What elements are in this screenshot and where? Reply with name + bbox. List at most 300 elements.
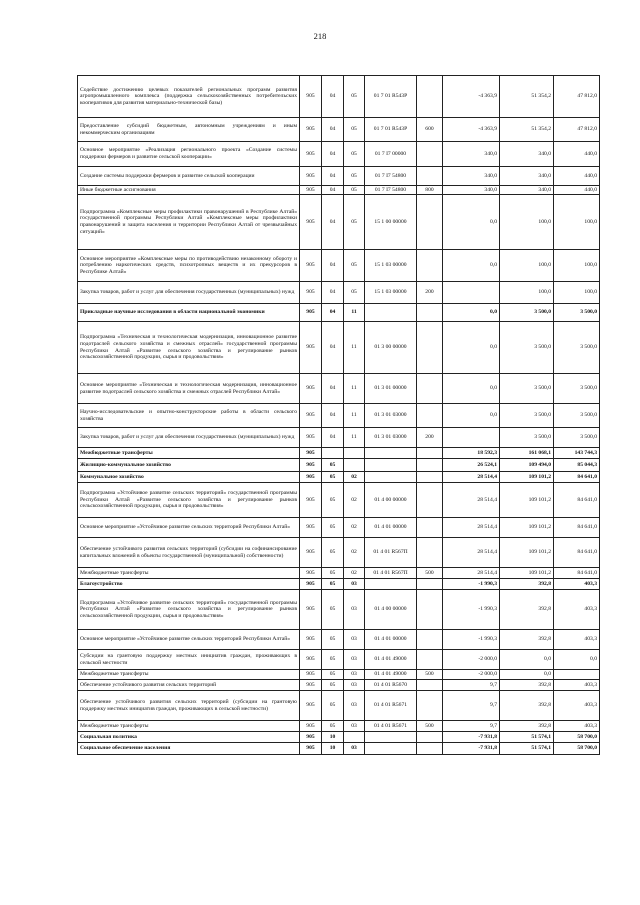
- subsection-code: 05: [344, 142, 365, 167]
- subsection-code: 05: [344, 167, 365, 186]
- amount-year-2: 84 641,0: [554, 538, 600, 568]
- row-name: Коммунальное хозяйство: [78, 472, 300, 483]
- row-name: Закупка товаров, работ и услуг для обеспечения государственных (муниципальных) нужд: [78, 428, 300, 448]
- amount-year-1: 51 354,2: [500, 118, 554, 142]
- section-code: 04: [322, 167, 344, 186]
- amount-year-2: 47 812,0: [554, 118, 600, 142]
- subsection-code: 11: [344, 304, 365, 322]
- ved-code: 905: [300, 186, 322, 195]
- amount-year-2: 84 641,0: [554, 518, 600, 538]
- table-row: [78, 743, 600, 755]
- table-row: [78, 590, 600, 630]
- amount-change: 340,0: [443, 167, 500, 186]
- subsection-code: 03: [344, 630, 365, 650]
- table-row: [78, 721, 600, 732]
- section-code: 04: [322, 404, 344, 428]
- expense-type-code: [417, 76, 443, 118]
- expense-type-code: [417, 374, 443, 404]
- section-code: 04: [322, 195, 344, 250]
- expense-type-code: [417, 459, 443, 472]
- amount-year-2: 143 744,3: [554, 448, 600, 459]
- amount-change: -1 990,3: [443, 630, 500, 650]
- amount-year-1: 109 101,2: [500, 518, 554, 538]
- ved-code: 905: [300, 680, 322, 691]
- amount-year-1: 100,0: [500, 250, 554, 282]
- amount-change: 28 514,4: [443, 538, 500, 568]
- section-code: 04: [322, 282, 344, 304]
- table-row: [78, 404, 600, 428]
- amount-change: -2 000,0: [443, 670, 500, 680]
- section-code: 04: [322, 142, 344, 167]
- amount-year-2: 3 500,0: [554, 322, 600, 374]
- section-code: 04: [322, 304, 344, 322]
- table-row: [78, 428, 600, 448]
- target-article-code: 15 1 03 00000: [365, 282, 417, 304]
- amount-change: -1 990,3: [443, 579, 500, 590]
- section-code: 05: [322, 721, 344, 732]
- amount-year-1: 51 574,1: [500, 732, 554, 743]
- row-name: Иные бюджетные ассигнования: [78, 186, 300, 195]
- section-code: 04: [322, 118, 344, 142]
- target-article-code: 01 3 00 00000: [365, 322, 417, 374]
- amount-change: -7 931,8: [443, 743, 500, 755]
- row-name: Подпрограмма «Техническая и технологическая модернизация, инновационное развитие подотраслей сельского хозяйства и смежных отраслей» государственной программы Республики Алтай «Развитие сельского хозяйства и регулирование рынков сельскохозяйственной продукции, сырья и продовольствия»: [78, 322, 300, 374]
- ved-code: 905: [300, 483, 322, 518]
- ved-code: 905: [300, 118, 322, 142]
- expense-type-code: [417, 250, 443, 282]
- amount-year-1: 3 500,0: [500, 404, 554, 428]
- subsection-code: 11: [344, 404, 365, 428]
- target-article-code: 01 3 01 03000: [365, 428, 417, 448]
- ved-code: 905: [300, 195, 322, 250]
- amount-year-1: 100,0: [500, 195, 554, 250]
- expense-type-code: 800: [417, 186, 443, 195]
- target-article-code: 01 7 I7 54800: [365, 167, 417, 186]
- amount-year-2: 47 812,0: [554, 76, 600, 118]
- target-article-code: 01 7 01 R543P: [365, 118, 417, 142]
- expense-type-code: [417, 304, 443, 322]
- amount-change: -4 363,9: [443, 118, 500, 142]
- amount-year-2: 403,3: [554, 630, 600, 650]
- row-name: Обеспечение устойчивого развития сельских территорий (субсидии на грантовую поддержку местных инициатив граждан, проживающих в сельской местности): [78, 691, 300, 721]
- amount-change: 28 514,4: [443, 518, 500, 538]
- table-row: [78, 76, 600, 118]
- amount-year-1: 109 494,0: [500, 459, 554, 472]
- table-body: [78, 76, 600, 755]
- expense-type-code: 500: [417, 670, 443, 680]
- amount-year-2: 3 500,0: [554, 428, 600, 448]
- amount-year-1: 392,8: [500, 691, 554, 721]
- expense-type-code: [417, 579, 443, 590]
- subsection-code: 03: [344, 650, 365, 670]
- row-name: Социальная политика: [78, 732, 300, 743]
- ved-code: 905: [300, 282, 322, 304]
- amount-year-2: 84 641,0: [554, 472, 600, 483]
- amount-change: 340,0: [443, 186, 500, 195]
- amount-change: [443, 428, 500, 448]
- subsection-code: 03: [344, 680, 365, 691]
- section-code: 05: [322, 670, 344, 680]
- target-article-code: 01 4 01 00000: [365, 630, 417, 650]
- target-article-code: 01 7 I7 00000: [365, 142, 417, 167]
- amount-year-1: 109 101,2: [500, 472, 554, 483]
- ved-code: 905: [300, 448, 322, 459]
- subsection-code: 03: [344, 743, 365, 755]
- amount-year-1: 340,0: [500, 167, 554, 186]
- subsection-code: 05: [344, 250, 365, 282]
- section-code: 05: [322, 538, 344, 568]
- amount-year-1: 392,8: [500, 721, 554, 732]
- table-row: [78, 322, 600, 374]
- section-code: 05: [322, 650, 344, 670]
- row-name: Межбюджетные трансферты: [78, 670, 300, 680]
- target-article-code: 01 3 01 03000: [365, 404, 417, 428]
- amount-year-2: 85 044,3: [554, 459, 600, 472]
- amount-change: 18 592,3: [443, 448, 500, 459]
- expense-type-code: [417, 483, 443, 518]
- expense-type-code: [417, 743, 443, 755]
- table-row: [78, 374, 600, 404]
- table-row: [78, 142, 600, 167]
- amount-year-2: 403,3: [554, 680, 600, 691]
- row-name: Основное мероприятие «Устойчивое развитие сельских территорий Республики Алтай»: [78, 518, 300, 538]
- ved-code: 905: [300, 428, 322, 448]
- table-row: [78, 650, 600, 670]
- ved-code: 905: [300, 732, 322, 743]
- subsection-code: 02: [344, 538, 365, 568]
- target-article-code: [365, 579, 417, 590]
- target-article-code: 01 3 01 00000: [365, 374, 417, 404]
- subsection-code: 02: [344, 472, 365, 483]
- expense-type-code: [417, 590, 443, 630]
- expense-type-code: 200: [417, 282, 443, 304]
- ved-code: 905: [300, 374, 322, 404]
- table-row: [78, 472, 600, 483]
- section-code: 05: [322, 590, 344, 630]
- table-row: [78, 538, 600, 568]
- target-article-code: 01 4 01 R567П: [365, 568, 417, 579]
- target-article-code: [365, 459, 417, 472]
- amount-year-1: 100,0: [500, 282, 554, 304]
- amount-change: [443, 282, 500, 304]
- amount-year-1: 392,8: [500, 579, 554, 590]
- subsection-code: 11: [344, 428, 365, 448]
- amount-year-2: [554, 670, 600, 680]
- amount-year-2: 3 500,0: [554, 404, 600, 428]
- section-code: 05: [322, 568, 344, 579]
- amount-year-1: 3 500,0: [500, 374, 554, 404]
- table-row: [78, 195, 600, 250]
- subsection-code: 11: [344, 322, 365, 374]
- row-name: Содействие достижению целевых показателей региональных программ развития агропромышленного комплекса (поддержка сельскохозяйственных потребительских кооперативов для развития материально-технической базы): [78, 76, 300, 118]
- amount-change: 0,0: [443, 304, 500, 322]
- section-code: 10: [322, 732, 344, 743]
- row-name: Предоставление субсидий бюджетным, автономным учреждениям и иным некоммерческим организациям: [78, 118, 300, 142]
- target-article-code: 01 4 00 00000: [365, 590, 417, 630]
- row-name: Межбюджетные трансферты: [78, 568, 300, 579]
- ved-code: 905: [300, 650, 322, 670]
- target-article-code: 01 7 I7 54800: [365, 186, 417, 195]
- ved-code: 905: [300, 76, 322, 118]
- ved-code: 905: [300, 579, 322, 590]
- target-article-code: [365, 448, 417, 459]
- row-name: Жилищно-коммунальное хозяйство: [78, 459, 300, 472]
- table-row: [78, 186, 600, 195]
- table-row: [78, 691, 600, 721]
- target-article-code: [365, 304, 417, 322]
- table-row: [78, 459, 600, 472]
- section-code: 05: [322, 483, 344, 518]
- amount-change: 26 524,1: [443, 459, 500, 472]
- row-name: Закупка товаров, работ и услуг для обеспечения государственных (муниципальных) нужд: [78, 282, 300, 304]
- target-article-code: 15 1 00 00000: [365, 195, 417, 250]
- target-article-code: 15 1 03 00000: [365, 250, 417, 282]
- ved-code: 905: [300, 250, 322, 282]
- ved-code: 905: [300, 167, 322, 186]
- section-code: 04: [322, 186, 344, 195]
- expense-type-code: [417, 630, 443, 650]
- amount-change: 0,0: [443, 195, 500, 250]
- row-name: Создание системы поддержки фермеров и развитие сельской кооперации: [78, 167, 300, 186]
- row-name: Основное мероприятие «Реализация регионального проекта «Создание системы поддержки фермеров и развитие сельской кооперации»: [78, 142, 300, 167]
- section-code: 04: [322, 374, 344, 404]
- expense-type-code: [417, 167, 443, 186]
- amount-year-1: 161 068,1: [500, 448, 554, 459]
- section-code: 10: [322, 743, 344, 755]
- ved-code: 905: [300, 630, 322, 650]
- subsection-code: 03: [344, 590, 365, 630]
- subsection-code: 05: [344, 186, 365, 195]
- subsection-code: 05: [344, 118, 365, 142]
- amount-year-1: 340,0: [500, 142, 554, 167]
- amount-year-2: 58 700,0: [554, 743, 600, 755]
- amount-year-1: 392,8: [500, 680, 554, 691]
- amount-year-2: 100,0: [554, 282, 600, 304]
- row-name: Межбюджетные трансферты: [78, 721, 300, 732]
- amount-year-2: 403,3: [554, 590, 600, 630]
- amount-year-1: 0,0: [500, 650, 554, 670]
- amount-year-2: 100,0: [554, 195, 600, 250]
- amount-change: 28 514,4: [443, 472, 500, 483]
- ved-code: 905: [300, 142, 322, 167]
- amount-change: 28 514,4: [443, 483, 500, 518]
- section-code: 05: [322, 691, 344, 721]
- expense-type-code: 500: [417, 721, 443, 732]
- subsection-code: 05: [344, 76, 365, 118]
- amount-year-1: 392,8: [500, 590, 554, 630]
- amount-year-2: 0,0: [554, 650, 600, 670]
- row-name: Научно-исследовательские и опытно-конструкторские работы в области сельского хозяйства: [78, 404, 300, 428]
- expense-type-code: 600: [417, 118, 443, 142]
- amount-change: 28 514,4: [443, 568, 500, 579]
- amount-change: 0,0: [443, 250, 500, 282]
- table-row: [78, 630, 600, 650]
- expense-type-code: [417, 448, 443, 459]
- amount-year-2: 440,0: [554, 186, 600, 195]
- subsection-code: [344, 459, 365, 472]
- ved-code: 905: [300, 322, 322, 374]
- amount-year-1: 340,0: [500, 186, 554, 195]
- ved-code: 905: [300, 304, 322, 322]
- amount-change: -7 931,8: [443, 732, 500, 743]
- section-code: 05: [322, 459, 344, 472]
- section-code: 04: [322, 322, 344, 374]
- row-name: Обеспечение устойчивого развития сельских территорий (субсидии на софинансирование капитальных вложений в объекты государственной (муниципальной) собственности): [78, 538, 300, 568]
- ved-code: 905: [300, 459, 322, 472]
- expense-type-code: [417, 472, 443, 483]
- expense-type-code: [417, 680, 443, 691]
- amount-year-2: 84 641,0: [554, 568, 600, 579]
- amount-year-2: 403,3: [554, 579, 600, 590]
- expense-type-code: [417, 404, 443, 428]
- row-name: Подпрограмма «Устойчивое развитие сельских территорий» государственной программы Республики Алтай «Развитие сельского хозяйства и регулирование рынков сельскохозяйственной продукции, сырья и продовольствия»: [78, 590, 300, 630]
- section-code: 05: [322, 518, 344, 538]
- amount-year-1: 3 500,0: [500, 322, 554, 374]
- table-row: [78, 670, 600, 680]
- expense-type-code: 200: [417, 428, 443, 448]
- ved-code: 905: [300, 743, 322, 755]
- amount-year-2: 403,3: [554, 691, 600, 721]
- row-name: Основное мероприятие «Техническая и технологическая модернизация, инновационное развитие подотраслей сельского хозяйства и смежных отраслей Республики Алтай»: [78, 374, 300, 404]
- ved-code: 905: [300, 590, 322, 630]
- ved-code: 905: [300, 404, 322, 428]
- ved-code: 905: [300, 568, 322, 579]
- section-code: 05: [322, 630, 344, 650]
- section-code: 05: [322, 579, 344, 590]
- table-row: [78, 579, 600, 590]
- subsection-code: [344, 732, 365, 743]
- amount-change: -2 000,0: [443, 650, 500, 670]
- subsection-code: 05: [344, 195, 365, 250]
- amount-change: 9,7: [443, 691, 500, 721]
- target-article-code: 01 4 01 R5671: [365, 721, 417, 732]
- target-article-code: 01 4 01 00000: [365, 518, 417, 538]
- section-code: 04: [322, 76, 344, 118]
- expense-type-code: [417, 732, 443, 743]
- target-article-code: [365, 732, 417, 743]
- row-name: Межбюджетные трансферты: [78, 448, 300, 459]
- amount-change: 0,0: [443, 374, 500, 404]
- ved-code: 905: [300, 691, 322, 721]
- amount-year-1: 0,0: [500, 670, 554, 680]
- amount-year-2: 403,3: [554, 721, 600, 732]
- row-name: Основное мероприятие «Устойчивое развитие сельских территорий Республики Алтай»: [78, 630, 300, 650]
- amount-year-2: 440,0: [554, 142, 600, 167]
- subsection-code: 05: [344, 282, 365, 304]
- amount-year-2: 84 641,0: [554, 483, 600, 518]
- target-article-code: 01 4 01 R5671: [365, 691, 417, 721]
- ved-code: 905: [300, 721, 322, 732]
- amount-change: 9,7: [443, 721, 500, 732]
- expense-type-code: [417, 538, 443, 568]
- target-article-code: [365, 472, 417, 483]
- amount-year-2: 3 500,0: [554, 304, 600, 322]
- amount-year-2: 440,0: [554, 167, 600, 186]
- table-row: [78, 304, 600, 322]
- subsection-code: [344, 448, 365, 459]
- target-article-code: 01 4 00 00000: [365, 483, 417, 518]
- row-name: Подпрограмма «Устойчивое развитие сельских территорий» государственной программы Республики Алтай «Развитие сельского хозяйства и регулирование рынков сельскохозяйственной продукции, сырья и продовольствия»: [78, 483, 300, 518]
- target-article-code: 01 4 01 49000: [365, 650, 417, 670]
- table-row: [78, 680, 600, 691]
- page-number: 218: [313, 31, 327, 41]
- section-code: 05: [322, 472, 344, 483]
- table-row: [78, 483, 600, 518]
- subsection-code: 02: [344, 483, 365, 518]
- subsection-code: 03: [344, 670, 365, 680]
- ved-code: 905: [300, 472, 322, 483]
- amount-year-1: 392,8: [500, 630, 554, 650]
- amount-year-1: 3 500,0: [500, 428, 554, 448]
- ved-code: 905: [300, 670, 322, 680]
- subsection-code: 03: [344, 691, 365, 721]
- amount-change: -4 363,9: [443, 76, 500, 118]
- amount-year-1: 51 354,2: [500, 76, 554, 118]
- subsection-code: 11: [344, 374, 365, 404]
- table-row: [78, 118, 600, 142]
- amount-change: -1 990,3: [443, 590, 500, 630]
- expense-type-code: 500: [417, 568, 443, 579]
- table-row: [78, 448, 600, 459]
- section-code: 04: [322, 250, 344, 282]
- amount-change: 0,0: [443, 322, 500, 374]
- subsection-code: 03: [344, 579, 365, 590]
- amount-year-1: 109 101,2: [500, 483, 554, 518]
- subsection-code: 02: [344, 518, 365, 538]
- amount-change: 9,7: [443, 680, 500, 691]
- target-article-code: 01 7 01 R543P: [365, 76, 417, 118]
- section-code: [322, 448, 344, 459]
- row-name: Субсидии на грантовую поддержку местных инициатив граждан, проживающих в сельской местности: [78, 650, 300, 670]
- expense-type-code: [417, 518, 443, 538]
- row-name: Обеспечение устойчивого развития сельских территорий: [78, 680, 300, 691]
- table-row: [78, 568, 600, 579]
- amount-year-1: 109 101,2: [500, 568, 554, 579]
- row-name: Социальное обеспечение населения: [78, 743, 300, 755]
- expense-type-code: [417, 650, 443, 670]
- expense-type-code: [417, 322, 443, 374]
- expense-type-code: [417, 142, 443, 167]
- target-article-code: 01 4 01 49000: [365, 670, 417, 680]
- table-row: [78, 167, 600, 186]
- target-article-code: 01 4 01 R567П: [365, 538, 417, 568]
- section-code: 04: [322, 428, 344, 448]
- amount-year-1: 109 101,2: [500, 538, 554, 568]
- expense-type-code: [417, 691, 443, 721]
- amount-change: 0,0: [443, 404, 500, 428]
- amount-year-2: 3 500,0: [554, 374, 600, 404]
- row-name: Подпрограмма «Комплексные меры профилактики правонарушений в Республике Алтай» государственной программы Республики Алтай «Комплексные меры профилактики правонарушений и защита населения и территории Республики Алтай от чрезвычайных ситуаций»: [78, 195, 300, 250]
- expense-type-code: [417, 195, 443, 250]
- subsection-code: 03: [344, 721, 365, 732]
- section-code: 05: [322, 680, 344, 691]
- ved-code: 905: [300, 538, 322, 568]
- table-row: [78, 518, 600, 538]
- row-name: Прикладные научные исследования в области национальной экономики: [78, 304, 300, 322]
- row-name: Благоустройство: [78, 579, 300, 590]
- subsection-code: 02: [344, 568, 365, 579]
- row-name: Основное мероприятие «Комплексные меры по противодействию незаконному обороту и потреблению наркотических средств, психотропных веществ и их прекурсоров в Республике Алтай»: [78, 250, 300, 282]
- table-row: [78, 282, 600, 304]
- amount-change: 340,0: [443, 142, 500, 167]
- amount-year-2: 100,0: [554, 250, 600, 282]
- table-row: [78, 250, 600, 282]
- target-article-code: [365, 743, 417, 755]
- ved-code: 905: [300, 518, 322, 538]
- target-article-code: 01 4 01 R5670: [365, 680, 417, 691]
- amount-year-1: 51 574,1: [500, 743, 554, 755]
- amount-year-1: 3 500,0: [500, 304, 554, 322]
